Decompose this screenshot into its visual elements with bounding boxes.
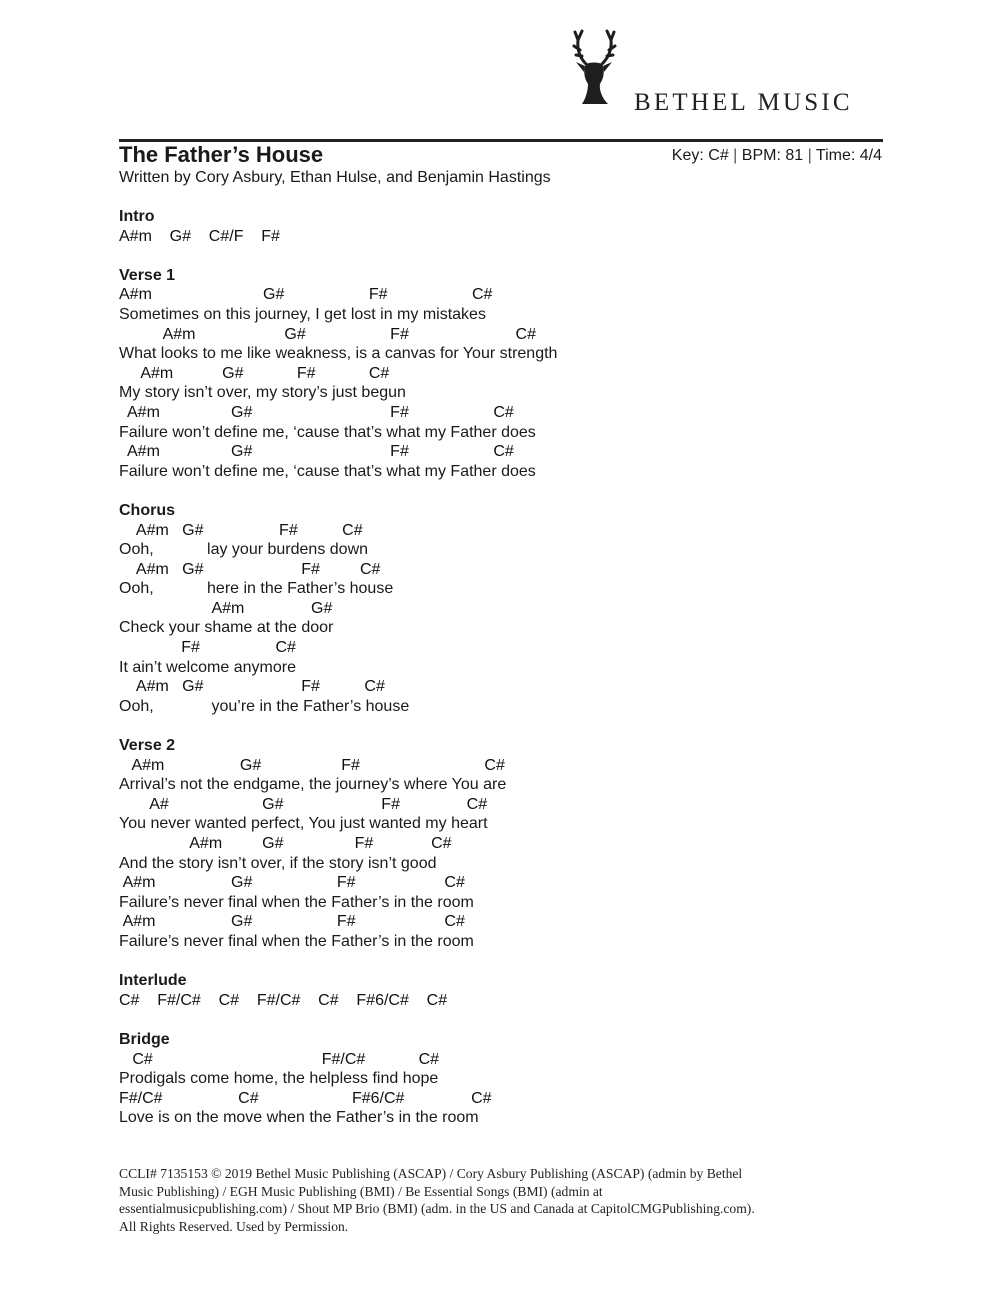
section-heading: Verse 2	[119, 737, 176, 755]
chord-line: A#m G# F# C#	[119, 286, 493, 304]
chord-line: A#m G# F# C#	[119, 325, 536, 343]
chord-line: A#m G#	[119, 599, 333, 617]
section-spacer	[119, 1010, 879, 1030]
bpm-label: BPM: 81	[741, 147, 804, 164]
lyric-line: You never wanted perfect, You just wanted my heart	[119, 815, 488, 833]
lyric-line: And the story isn’t over, if the story isn’t good	[119, 854, 437, 872]
footer-line: All Rights Reserved. Used by Permission.	[119, 1218, 349, 1234]
songwriters: Written by Cory Asbury, Ethan Hulse, and Benjamin Hastings	[119, 169, 551, 186]
chord-line: A#m G# F# C#	[119, 521, 363, 539]
chord-line: A#m G# F# C#	[119, 364, 390, 382]
song-section	[119, 246, 879, 481]
chord-line: A#m G# F# C#	[119, 560, 381, 578]
lyric-line: Prodigals come home, the helpless find hope	[119, 1070, 439, 1088]
chord-line: A#m G# C#/F F#	[119, 227, 280, 245]
song-meta	[672, 146, 882, 166]
deer-head-icon	[572, 28, 632, 108]
lyric-line: Failure won’t define me, ‘cause that’s what my Father does	[119, 462, 536, 480]
copyright-footer	[119, 1165, 889, 1235]
section-heading: Verse 1	[119, 266, 176, 284]
song-section	[119, 481, 879, 716]
song-section	[119, 952, 879, 1011]
chord-line: A#m G# F# C#	[119, 678, 385, 696]
meta-separator: |	[733, 147, 738, 164]
chord-line: A#m G# F# C#	[119, 443, 514, 461]
section-spacer	[119, 716, 879, 736]
song-section	[119, 1010, 879, 1128]
lyric-line: Failure’s never final when the Father’s in the room	[119, 893, 474, 911]
lyric-line: Ooh, you’re in the Father’s house	[119, 697, 410, 715]
lyric-line: Ooh, here in the Father’s house	[119, 580, 394, 598]
key-label: Key: C#	[671, 147, 729, 164]
lyric-line: Love is on the move when the Father’s in the room	[119, 1109, 479, 1127]
section-spacer	[119, 481, 879, 501]
chord-line: C# F#/C# C# F#/C# C# F#6/C# C#	[119, 991, 448, 1009]
chord-chart	[119, 207, 879, 1128]
section-spacer	[119, 952, 879, 972]
lyric-line: What looks to me like weakness, is a canvas for Your strength	[119, 345, 558, 363]
section-heading: Bridge	[119, 1030, 170, 1048]
lyric-line: It ain’t welcome anymore	[119, 658, 296, 676]
brand-name: BETHEL MUSIC	[634, 89, 853, 116]
footer-line: essentialmusicpublishing.com) / Shout MP Brio (BMI) (adm. in the US and Canada at CapitolCMGPublishing.com).	[119, 1201, 755, 1217]
chord-line: A#m G# F# C#	[119, 913, 465, 931]
meta-separator: |	[807, 147, 812, 164]
section-spacer	[119, 246, 879, 266]
lyric-line: Failure’s never final when the Father’s in the room	[119, 932, 474, 950]
lyric-line: Sometimes on this journey, I get lost in my mistakes	[119, 305, 486, 323]
chord-line: A#m G# F# C#	[119, 835, 452, 852]
lyric-line: Check your shame at the door	[119, 619, 334, 637]
section-heading: Intro	[119, 208, 155, 225]
song-section	[119, 716, 879, 951]
chord-line: F# C#	[119, 639, 296, 657]
chord-line: A#m G# F# C#	[119, 756, 505, 774]
section-heading: Interlude	[119, 972, 187, 990]
footer-line: Music Publishing) / EGH Music Publishing (BMI) / Be Essential Songs (BMI) (admin at	[119, 1183, 603, 1199]
lyric-line: Arrival’s not the endgame, the journey’s where You are	[119, 776, 507, 794]
chord-line: C# F#/C# C#	[119, 1050, 440, 1068]
time-signature-label: Time: 4/4	[815, 147, 882, 164]
lyric-line: Ooh, lay your burdens down	[119, 541, 369, 559]
lyric-line: My story isn’t over, my story’s just begun	[119, 384, 406, 402]
bethel-music-logo	[572, 28, 892, 116]
section-heading: Chorus	[119, 501, 175, 519]
footer-line: CCLI# 7135153 © 2019 Bethel Music Publishing (ASCAP) / Cory Asbury Publishing (ASCAP) (admin by Bethel	[119, 1166, 743, 1181]
chord-line: A#m G# F# C#	[119, 403, 514, 421]
chord-line: A#m G# F# C#	[119, 874, 465, 892]
chord-line: A# G# F# C#	[119, 795, 488, 813]
lyric-line: Failure won’t define me, ‘cause that’s what my Father does	[119, 423, 536, 441]
chord-line: F#/C# C# F#6/C# C#	[119, 1089, 492, 1107]
song-title: The Father’s House	[119, 142, 324, 167]
song-section	[119, 207, 879, 246]
